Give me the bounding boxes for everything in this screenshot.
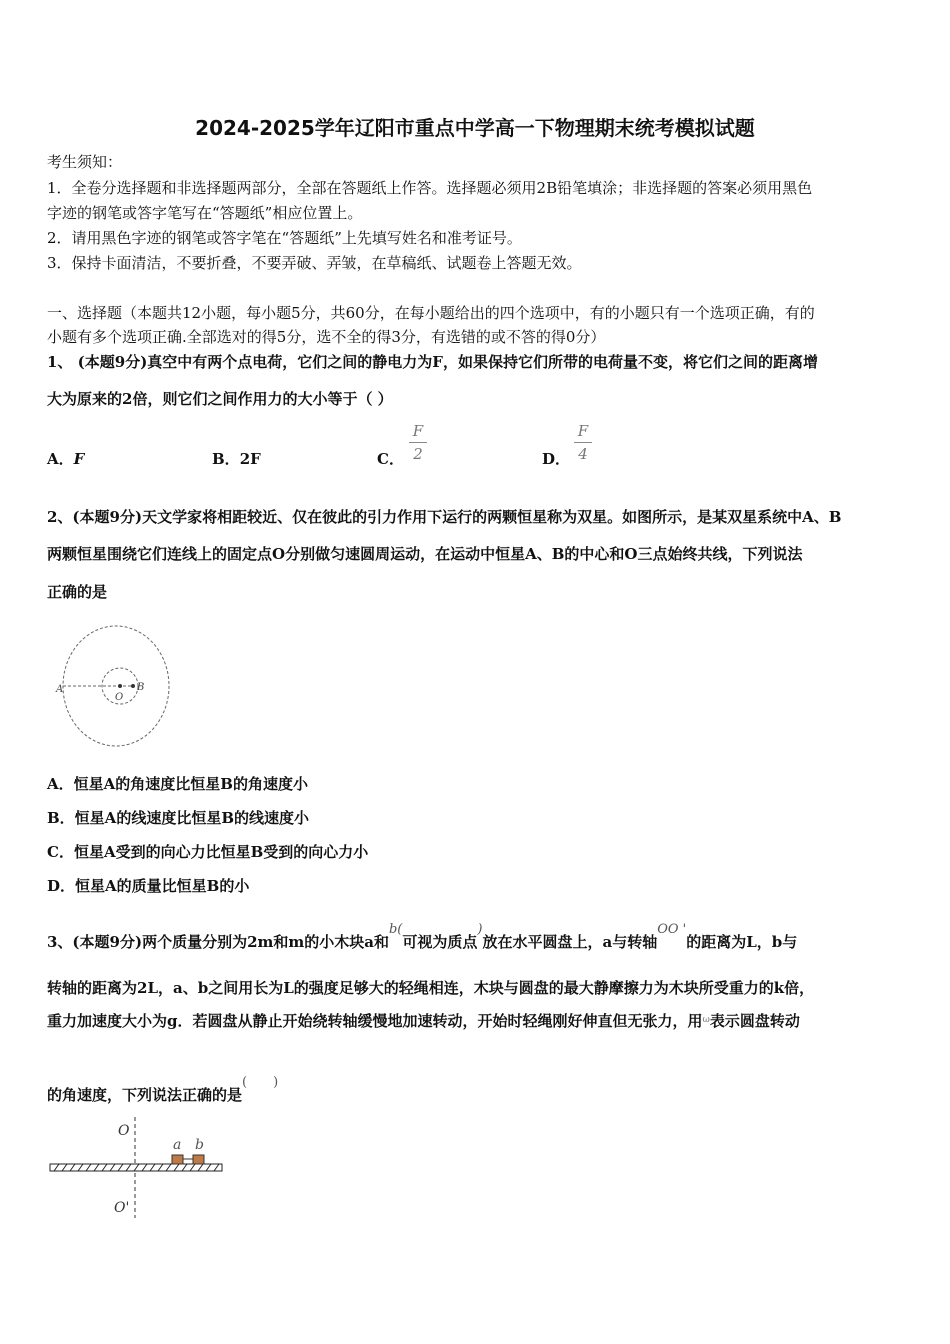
q1-option-a: A．F — [47, 450, 85, 468]
q2-option-d: D．恒星A的质量比恒星B的小 — [47, 877, 250, 895]
notice-line: 字迹的钢笔或答字笔写在“答题纸”相应位置上。 — [47, 204, 363, 222]
q2-text: 2、(本题9分)天文学家将相距较近、仅在彼此的引力作用下运行的两颗恒星称为双星。如图所示，是某双星系统中A、B — [47, 508, 842, 526]
axis-o-label: O — [118, 1123, 130, 1139]
binary-star-diagram — [48, 622, 178, 752]
notice-line: 1．全卷分选择题和非选择题两部分，全部在答题纸上作答。选择题必须用2B铅笔填涂；非选择题的答案必须用黑色 — [47, 179, 813, 197]
q3-text: 转轴的距离为2L，a、b之间用长为L的强度足够大的轻绳相连，木块与圆盘的最大静摩擦力为木块所受重力的k倍， — [47, 979, 815, 997]
block-b — [193, 1155, 204, 1164]
fraction-f-over-2: F 2 — [409, 422, 427, 463]
page-title: 2024-2025学年辽阳市重点中学高一下物理期末统考模拟试题 — [195, 116, 755, 140]
block-a-label: a — [173, 1137, 182, 1153]
q3-text: 重力加速度大小为g．若圆盘从静止开始绕转轴缓慢地加速转动，开始时轻绳刚好伸直但无张力，用$^\omega$表示圆盘转动 — [47, 1012, 800, 1030]
section-instructions: 一、选择题（本题共12小题，每小题5分，共60分，在每小题给出的四个选项中，有的小题只有一个选项正确，有的 — [47, 304, 815, 322]
q1-text: 1、 (本题9分)真空中有两个点电荷，它们之间的静电力为F，如果保持它们所带的电荷量不变，将它们之间的距离增 — [47, 353, 818, 371]
block-b-label: b — [195, 1137, 204, 1153]
q2-text: 两颗恒星围绕它们连线上的固定点O分别做匀速圆周运动，在运动中恒星A、B的中心和O三点始终共线，下列说法 — [47, 545, 803, 563]
notice-heading: 考生须知： — [47, 153, 123, 171]
q2-option-b: B．恒星A的线速度比恒星B的线速度小 — [47, 809, 309, 827]
fraction-f-over-4: F 4 — [574, 422, 592, 463]
notice-line: 2．请用黑色字迹的钢笔或答字笔在“答题纸”上先填写姓名和准考证号。 — [47, 229, 522, 247]
notice-line: 3．保持卡面清洁，不要折叠，不要弄破、弄皱，在草稿纸、试题卷上答题无效。 — [47, 254, 582, 272]
q1-text: 大为原来的2倍，则它们之间作用力的大小等于（ ） — [47, 390, 393, 408]
q2-option-a: A．恒星A的角速度比恒星B的角速度小 — [47, 775, 308, 793]
q3-text: 3、(本题9分)两个质量分别为2m和m的小木块a和b(可视为质点)放在水平圆盘上，a与转轴OO '的距离为L，b与 — [47, 922, 798, 951]
star-a-label: A — [56, 684, 64, 695]
rotating-disk-diagram — [46, 1115, 231, 1220]
q1-option-b: B．2F — [212, 450, 261, 468]
q2-text: 正确的是 — [47, 583, 108, 601]
q1-option-c: C． — [377, 450, 404, 468]
q1-option-d: D． — [542, 450, 571, 468]
axis-o-prime-label: O' — [114, 1200, 130, 1216]
center-o-label: O — [115, 692, 124, 703]
star-b-label: B — [137, 682, 145, 693]
block-a — [172, 1155, 183, 1164]
section-instructions: 小题有多个选项正确.全部选对的得5分，选不全的得3分，有选错的或不答的得0分） — [47, 328, 606, 346]
q2-option-c: C．恒星A受到的向心力比恒星B受到的向心力小 — [47, 843, 369, 861]
q3-text: 的角速度，下列说法正确的是( ) — [47, 1075, 279, 1104]
